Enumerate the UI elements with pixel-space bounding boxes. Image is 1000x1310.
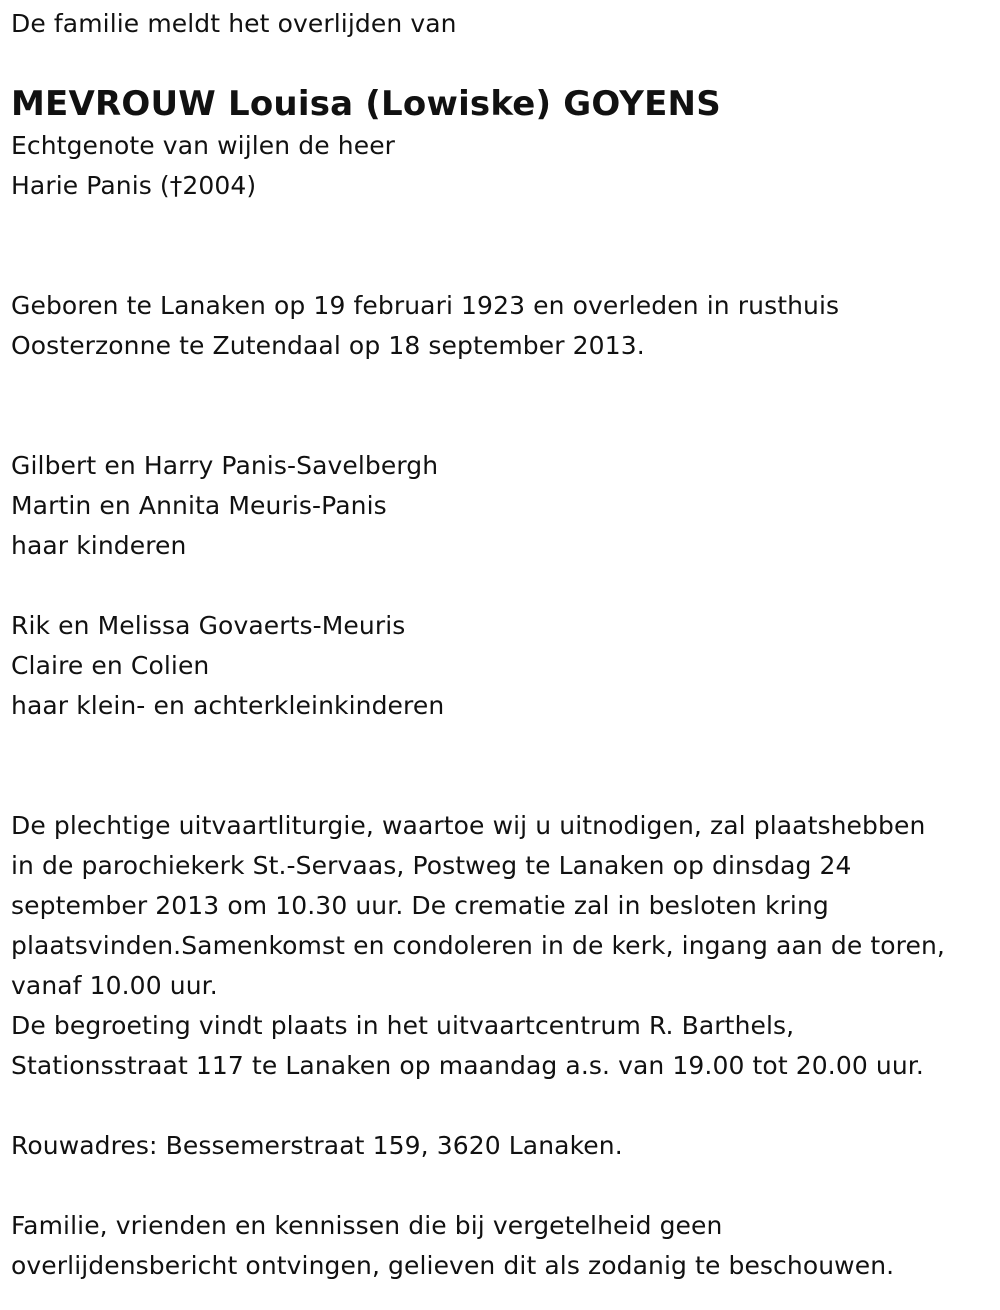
spouse-name: Harie Panis (†2004) bbox=[11, 171, 257, 200]
spouse-line: Echtgenote van wijlen de heer bbox=[11, 131, 396, 160]
child-family: Martin en Annita Meuris-Panis bbox=[11, 491, 387, 520]
death-notice bbox=[11, 4, 995, 1286]
child-family: Gilbert en Harry Panis-Savelbergh bbox=[11, 451, 439, 480]
spacer bbox=[11, 206, 995, 286]
greeting-text: De begroeting vindt plaats in het uitvaartcentrum R. Barthels, bbox=[11, 1011, 795, 1040]
intro-text: De familie meldt het overlijden van bbox=[11, 9, 457, 38]
deceased-name: MEVROUW Louisa (Lowiske) GOYENS bbox=[11, 84, 721, 124]
grandchildren-label: haar klein- en achterkleinkinderen bbox=[11, 691, 445, 720]
greeting-text: Stationsstraat 117 te Lanaken op maandag a.s. van 19.00 tot 20.00 uur. bbox=[11, 1051, 924, 1080]
funeral-text: De plechtige uitvaartliturgie, waartoe wij u uitnodigen, zal plaatshebben bbox=[11, 811, 926, 840]
spacer bbox=[11, 1166, 995, 1206]
funeral-text: in de parochiekerk St.-Servaas, Postweg te Lanaken op dinsdag 24 bbox=[11, 851, 852, 880]
funeral-text: plaatsvinden.Samenkomst en condoleren in de kerk, ingang aan de toren, bbox=[11, 931, 945, 960]
birth-death-line: Geboren te Lanaken op 19 februari 1923 en overleden in rusthuis bbox=[11, 291, 840, 320]
mourning-address: Rouwadres: Bessemerstraat 159, 3620 Lanaken. bbox=[11, 1131, 623, 1160]
grandchild-family: Rik en Melissa Govaerts-Meuris bbox=[11, 611, 406, 640]
closing-text: Familie, vrienden en kennissen die bij vergetelheid geen bbox=[11, 1211, 723, 1240]
spacer bbox=[11, 726, 995, 806]
grandchild-family: Claire en Colien bbox=[11, 651, 210, 680]
birth-death-line: Oosterzonne te Zutendaal op 18 september 2013. bbox=[11, 331, 645, 360]
funeral-text: september 2013 om 10.30 uur. De crematie zal in besloten kring bbox=[11, 891, 829, 920]
children-label: haar kinderen bbox=[11, 531, 187, 560]
spacer bbox=[11, 566, 995, 606]
spacer bbox=[11, 366, 995, 446]
spacer bbox=[11, 1086, 995, 1126]
funeral-text: vanaf 10.00 uur. bbox=[11, 971, 218, 1000]
closing-text: overlijdensbericht ontvingen, gelieven dit als zodanig te beschouwen. bbox=[11, 1251, 895, 1280]
